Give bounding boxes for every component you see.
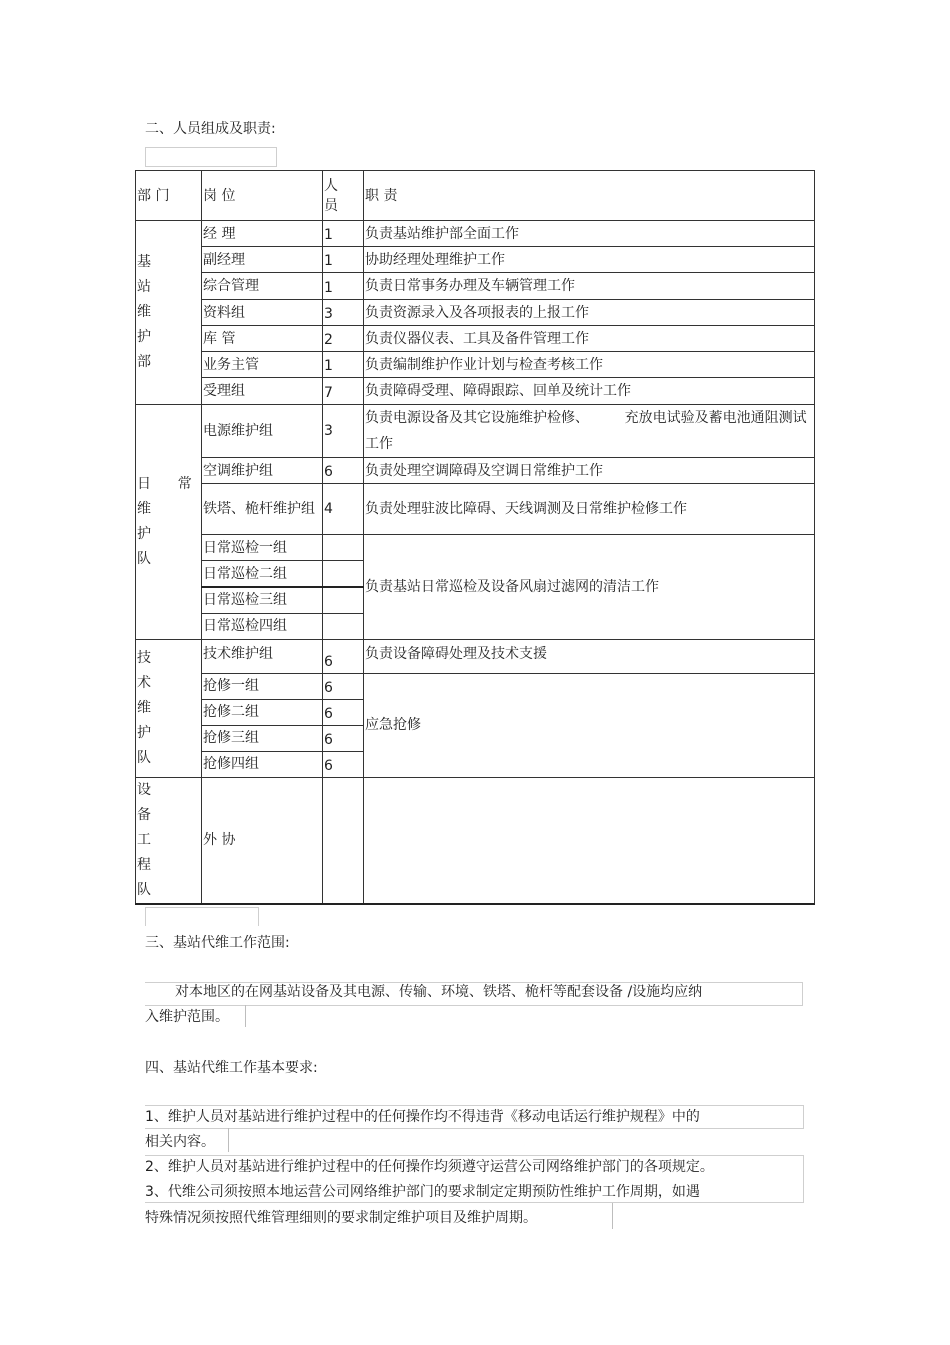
header-duty: 职 责 [364,171,815,221]
ghost-line [245,1005,246,1027]
dept-cell: 技术维护队 [136,639,202,777]
post-cell: 综合管理 [202,273,323,300]
count-cell: 7 [323,378,364,405]
table-row [136,458,815,484]
duty-cell: 负责电源设备及其它设施维护检修、 充放电试验及蓄电池通阻测试工作 [364,405,815,458]
table-header-row [136,171,815,221]
count-cell: 1 [323,247,364,273]
dept-cell: 基站维护部 [136,221,202,405]
table-row [136,326,815,352]
req-1-line-2: 相关内容。 [145,1134,215,1150]
table-row [136,484,815,535]
section-4-title: 四、基站代维工作基本要求: [145,1060,318,1076]
count-cell: 1 [323,273,364,300]
staff-table [135,170,815,905]
table-row [136,221,815,247]
table-row [136,777,815,904]
count-cell [323,535,364,561]
count-cell: 3 [323,405,364,458]
post-cell: 日常巡检一组 [202,535,323,561]
post-cell: 抢修二组 [202,699,323,725]
duty-cell: 负责仪器仪表、工具及备件管理工作 [364,326,815,352]
duty-cell: 负责基站维护部全面工作 [364,221,815,247]
ghost-box [145,907,259,926]
req-1-line-1: 1、维护人员对基站进行维护过程中的任何操作均不得违背《移动电话运行维护规程》中的 [145,1109,700,1125]
count-cell: 1 [323,352,364,378]
count-cell: 6 [323,725,364,751]
count-cell: 6 [323,458,364,484]
duty-cell: 负责编制维护作业计划与检查考核工作 [364,352,815,378]
post-cell: 抢修四组 [202,751,323,777]
table-row [136,535,815,561]
duty-cell: 负责基站日常巡检及设备风扇过滤网的清洁工作 [364,535,815,639]
count-cell [323,561,364,587]
table-row [136,352,815,378]
count-cell: 6 [323,639,364,673]
duty-cell: 负责资源录入及各项报表的上报工作 [364,300,815,326]
post-cell: 副经理 [202,247,323,273]
post-cell: 外 协 [202,777,323,904]
header-dept: 部 门 [136,171,202,221]
post-cell: 资料组 [202,300,323,326]
post-cell: 抢修一组 [202,673,323,699]
ghost-line [228,1128,229,1152]
post-cell: 业务主管 [202,352,323,378]
count-cell: 6 [323,699,364,725]
post-cell: 库 管 [202,326,323,352]
count-cell: 6 [323,673,364,699]
duty-cell [364,777,815,904]
post-cell: 日常巡检四组 [202,613,323,639]
table-row [136,273,815,300]
table-row [136,405,815,458]
post-cell: 技术维护组 [202,639,323,673]
section-2-title: 二、人员组成及职责: [145,121,276,137]
post-cell: 受理组 [202,378,323,405]
table-row [136,639,815,673]
req-3-line-1: 3、代维公司须按照本地运营公司网络维护部门的要求制定定期预防性维护工作周期，如遇 [145,1184,700,1200]
post-cell: 空调维护组 [202,458,323,484]
count-cell [323,587,364,613]
post-cell: 日常巡检三组 [202,587,323,613]
ghost-line [612,1203,613,1229]
duty-cell: 负责设备障碍处理及技术支援 [364,639,815,673]
table-row [136,378,815,405]
table-row [136,247,815,273]
section-3-title: 三、基站代维工作范围: [145,935,290,951]
section-3-line-2: 入维护范围。 [145,1009,229,1025]
post-cell: 经 理 [202,221,323,247]
count-cell: 2 [323,326,364,352]
duty-cell: 负责障碍受理、障碍跟踪、回单及统计工作 [364,378,815,405]
req-2-line-1: 2、维护人员对基站进行维护过程中的任何操作均须遵守运营公司网络维护部门的各项规定。 [145,1159,714,1175]
duty-cell: 负责处理驻波比障碍、天线调测及日常维护检修工作 [364,484,815,535]
duty-cell: 应急抢修 [364,673,815,777]
dept-cell: 日 常 维 护 队 [136,405,202,639]
duty-cell: 负责日常事务办理及车辆管理工作 [364,273,815,300]
duty-cell: 协助经理处理维护工作 [364,247,815,273]
post-cell: 日常巡检二组 [202,561,323,587]
count-cell: 4 [323,484,364,535]
dept-cell: 设备工程队 [136,777,202,904]
section-3-line-1: 对本地区的在网基站设备及其电源、传输、环境、铁塔、桅杆等配套设备 /设施均应纳 [175,984,703,1000]
table-row [136,300,815,326]
count-cell: 1 [323,221,364,247]
header-count: 人员 [323,171,364,221]
count-cell: 3 [323,300,364,326]
post-cell: 铁塔、桅杆维护组 [202,484,323,535]
count-cell [323,613,364,639]
table-row [136,673,815,699]
ghost-box [145,147,277,167]
header-post: 岗 位 [202,171,323,221]
req-3-line-2: 特殊情况须按照代维管理细则的要求制定维护项目及维护周期。 [145,1210,537,1226]
count-cell: 6 [323,751,364,777]
count-cell [323,777,364,904]
post-cell: 抢修三组 [202,725,323,751]
post-cell: 电源维护组 [202,405,323,458]
duty-cell: 负责处理空调障碍及空调日常维护工作 [364,458,815,484]
